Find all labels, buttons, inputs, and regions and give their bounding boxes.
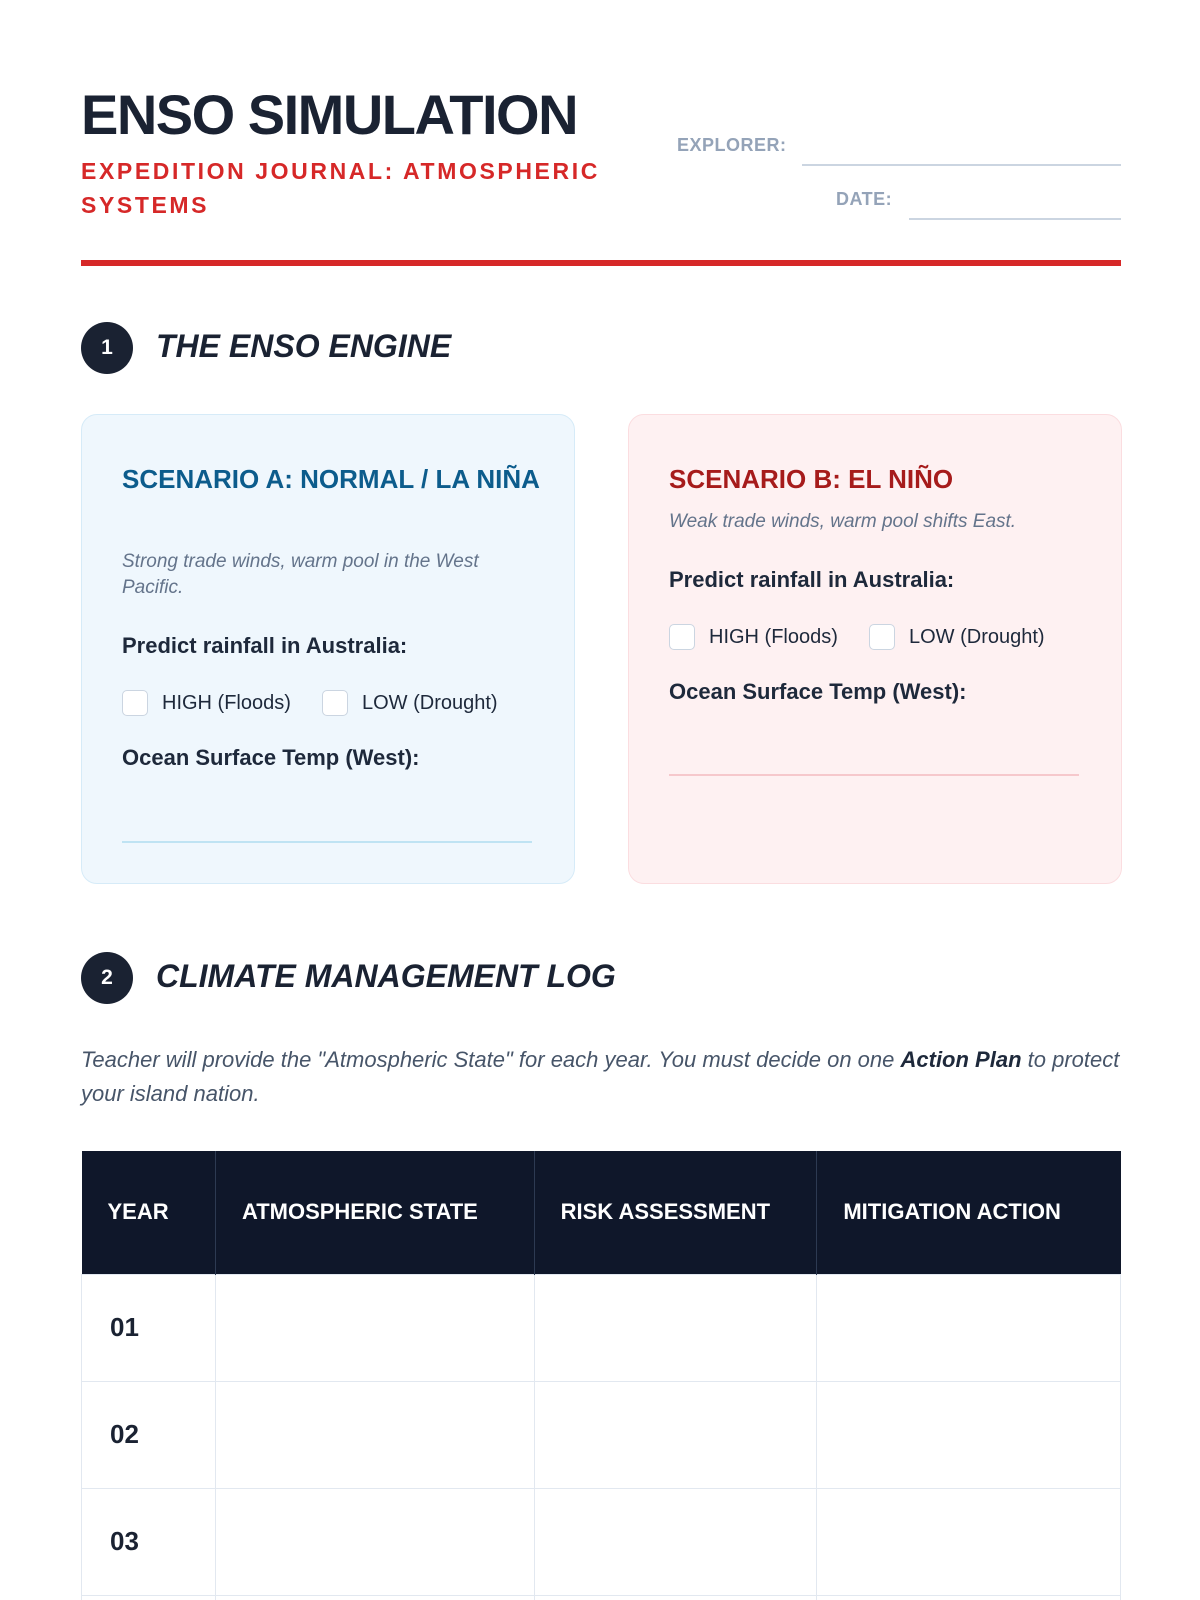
section-1-title: THE ENSO ENGINE: [156, 328, 452, 364]
table-row: [82, 1274, 1121, 1381]
scenario-b-option-high[interactable]: [669, 624, 838, 650]
scenario-b-high-label: HIGH (Floods): [709, 625, 838, 648]
intro-text-1: Teacher will provide the "Atmospheric State" for each year. You must decide on one: [81, 1047, 901, 1072]
scenario-b-option-low[interactable]: [869, 624, 1045, 650]
risk-assessment-cell[interactable]: [534, 1488, 817, 1595]
page-title: ENSO SIMULATION: [81, 83, 578, 146]
year-cell: 02: [82, 1381, 216, 1488]
intro-text-2: to protect your island nation.: [81, 1047, 1120, 1106]
risk-assessment-cell[interactable]: [534, 1274, 817, 1381]
scenario-b-low-checkbox[interactable]: [869, 624, 895, 650]
year-cell: 01: [82, 1274, 216, 1381]
scenario-a-high-checkbox[interactable]: [122, 690, 148, 716]
scenario-a-title: SCENARIO A: NORMAL / LA NIÑA: [122, 464, 540, 494]
page-subtitle: EXPEDITION JOURNAL: ATMOSPHERIC SYSTEMS: [81, 158, 600, 218]
scenario-b-temp-question: Ocean Surface Temp (West):: [669, 679, 967, 704]
date-field[interactable]: [909, 218, 1121, 220]
section-2-title: CLIMATE MANAGEMENT LOG: [156, 958, 616, 994]
scenario-a-card: [81, 414, 575, 884]
mitigation-action-cell[interactable]: [817, 1274, 1121, 1381]
header-atmospheric-state: ATMOSPHERIC STATE: [215, 1151, 534, 1274]
atmospheric-state-cell[interactable]: [215, 1381, 534, 1488]
scenario-a-option-high[interactable]: [122, 690, 291, 716]
scenario-a-description: Strong trade winds, warm pool in the West Pacific.: [122, 551, 479, 598]
mitigation-action-cell[interactable]: [817, 1488, 1121, 1595]
explorer-field[interactable]: [802, 164, 1121, 166]
atmospheric-state-cell[interactable]: [215, 1488, 534, 1595]
scenario-b-rainfall-question: Predict rainfall in Australia:: [669, 567, 955, 592]
date-label: DATE:: [836, 189, 893, 209]
log-instructions: [81, 1043, 1131, 1111]
scenario-b-low-label: LOW (Drought): [909, 625, 1045, 648]
table-row: [82, 1488, 1121, 1595]
scenario-a-low-label: LOW (Drought): [362, 691, 498, 714]
table-row: [82, 1381, 1121, 1488]
explorer-label: EXPLORER:: [677, 135, 787, 155]
table-header-row: [82, 1151, 1121, 1274]
scenario-b-card: [628, 414, 1122, 884]
scenario-a-rainfall-question: Predict rainfall in Australia:: [122, 633, 408, 658]
scenario-a-low-checkbox[interactable]: [322, 690, 348, 716]
climate-log-table: [81, 1151, 1121, 1600]
scenario-a-temp-answer-line[interactable]: [122, 841, 532, 843]
year-cell: 03: [82, 1488, 216, 1595]
risk-assessment-cell[interactable]: [534, 1595, 817, 1600]
scenario-a-high-label: HIGH (Floods): [162, 691, 291, 714]
mitigation-action-cell[interactable]: [817, 1381, 1121, 1488]
scenario-b-temp-answer-line[interactable]: [669, 774, 1079, 776]
section-1-badge: 1: [81, 322, 133, 374]
scenario-a-temp-question: Ocean Surface Temp (West):: [122, 745, 420, 770]
atmospheric-state-cell[interactable]: [215, 1595, 534, 1600]
scenario-b-high-checkbox[interactable]: [669, 624, 695, 650]
scenario-a-option-low[interactable]: [322, 690, 498, 716]
header-divider: [81, 260, 1121, 266]
table-row: [82, 1595, 1121, 1600]
scenario-b-description: Weak trade winds, warm pool shifts East.: [669, 511, 1017, 532]
scenario-b-title: SCENARIO B: EL NIÑO: [669, 464, 954, 494]
header-mitigation-action: MITIGATION ACTION: [817, 1151, 1121, 1274]
atmospheric-state-cell[interactable]: [215, 1274, 534, 1381]
risk-assessment-cell[interactable]: [534, 1381, 817, 1488]
header-risk-assessment: RISK ASSESSMENT: [534, 1151, 817, 1274]
header-year: YEAR: [82, 1151, 216, 1274]
section-2-badge: 2: [81, 952, 133, 1004]
mitigation-action-cell[interactable]: [817, 1595, 1121, 1600]
year-cell: [82, 1595, 216, 1600]
intro-bold: Action Plan: [900, 1047, 1022, 1072]
